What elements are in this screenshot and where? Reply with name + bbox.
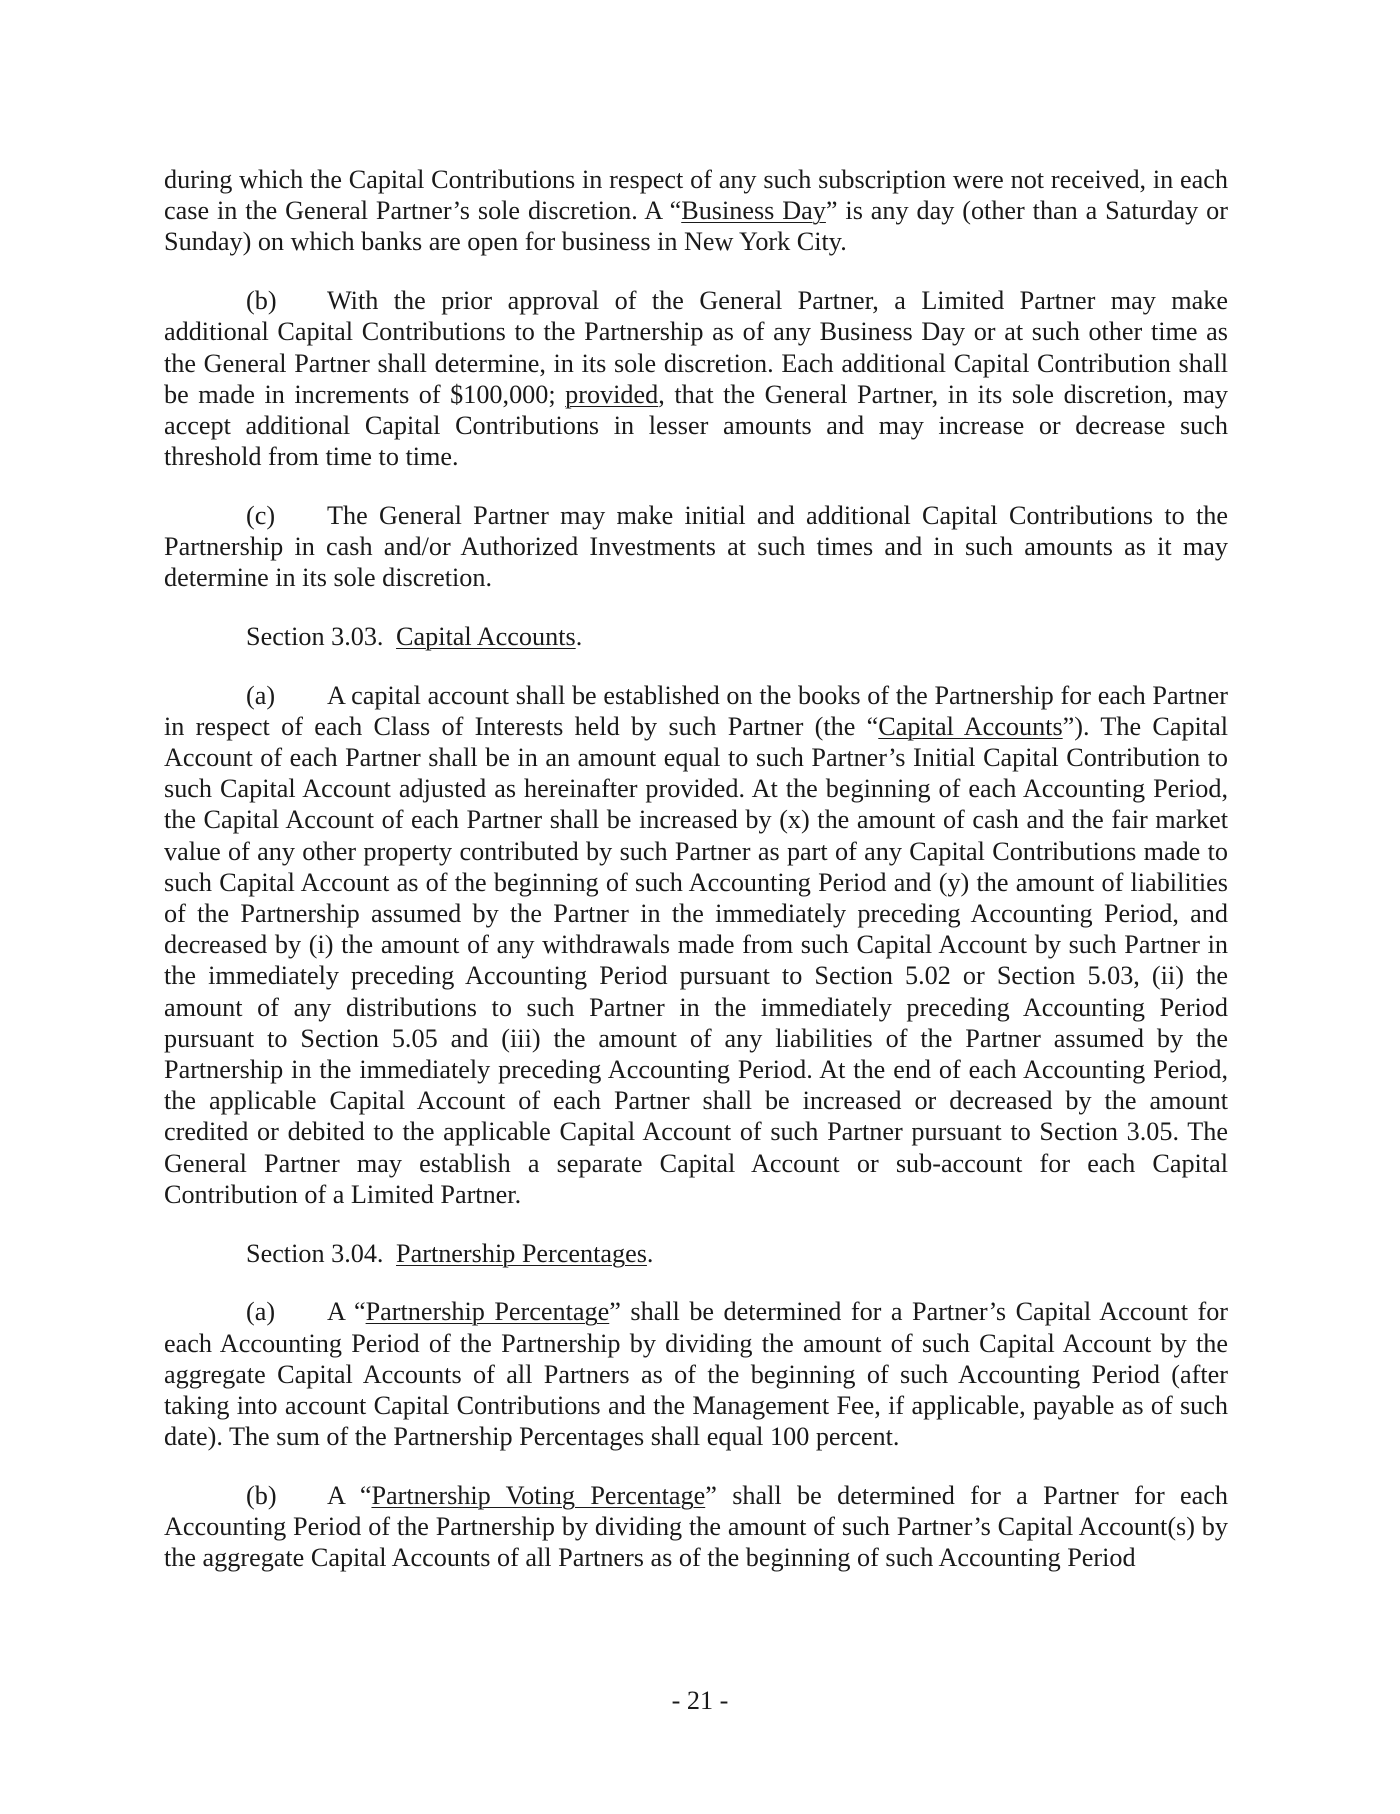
paragraph-text: A “ [327,1297,366,1327]
defined-term-capital-accounts: Capital Accounts [878,711,1063,741]
section-number: Section 3.03. [246,621,384,651]
paragraph-text: ”). The Capital Account of each Partner shall be in an amount equal to such Partner’s Initial Capital Contribution to such Capital Account adjusted as hereinafter provided. At the beginning of each Accounting Period, the Capital Account of each Partner shall be increased by (x) the amount of cash and the fair market value of any other property contributed by such Partner as part of any Capital Contributions made to such Capital Account as of the beginning of such Accounting Period and (y) the amount of liabilities of the Partnership assumed by the Partner in the immediately preceding Accounting Period, and decreased by (i) the amount of any withdrawals made from such Capital Account by such Partner in the immediately preceding Accounting Period pursuant to Section 5.02 or Section 5.03, (ii) the amount of any distributions to such Partner in the immediately preceding Accounting Period pursuant to Section 5.05 and (iii) the amount of any liabilities of the Partner assumed by the Partnership in the immediately preceding Accounting Period. At the end of each Accounting Period, the applicable Capital Account of each Partner shall be increased or decreased by the amount credited or debited to the applicable Capital Account of such Partner pursuant to Section 3.05. The General Partner may establish a separate Capital Account or sub-account for each Capital Contribution of a Limited Partner. [164,711,1228,1209]
paragraph-text: during which the Capital Contributions in respect of any such subscription were not received, in each case in the General Partner’s sole discretion. A “ [164,165,1228,226]
section-title: Capital Accounts [396,621,576,651]
paragraph-text: With the prior approval of the General Partner, a Limited Partner may make additional Capital Contributions to the Partnership as of any Business Day or at such other time as the General Partner shall determine, in its sole discretion. Each additional Capital Contribution shall be made in increments of $100,000; [164,286,1228,409]
paragraph-a-partnership-percentage [164,1296,1228,1452]
paragraph-label: (a) [246,680,276,710]
paragraph-label: (b) [246,286,277,316]
section-title-period: . [646,1238,654,1268]
defined-term-business-day: Business Day [681,196,826,226]
section-title: Partnership Percentages [396,1238,647,1268]
paragraph-b-additional-contributions [164,285,1228,472]
paragraph-text: ” shall be determined for a Partner for each Accounting Period of the Partnership by dividing the amount of such Partner’s Capital Account(s) by the aggregate Capital Accounts of all Partners as of the beginning of such Accounting Period [164,1480,1228,1573]
paragraph-text: ” shall be determined for a Partner’s Capital Account for each Accounting Period of the Partnership by dividing the amount of such Capital Account by the aggregate Capital Accounts of all Partners as of the beginning of such Accounting Period (after taking into account Capital Contributions and the Management Fee, if applicable, payable as of such date). The sum of the Partnership Percentages shall equal 100 percent. [164,1297,1229,1452]
section-heading-3-03 [164,621,1228,652]
section-heading-3-04 [164,1238,1228,1269]
paragraph-continuation [164,164,1228,258]
section-title-period: . [575,621,583,651]
section-number: Section 3.04. [246,1238,384,1268]
paragraph-text: A capital account shall be established on the books of the Partnership for each Partner in respect of each Class of Interests held by such Partner (the “ [164,680,1228,741]
document-body [164,164,1228,1601]
defined-term-partnership-percentage: Partnership Percentage [365,1297,610,1327]
defined-term-partnership-voting-percentage: Partnership Voting Percentage [371,1480,706,1510]
paragraph-label: (b) [246,1480,277,1510]
paragraph-text: A “ [327,1480,372,1510]
paragraph-text: ” is any day (other than a Saturday or Sunday) on which banks are open for business in New York City. [164,196,1228,257]
paragraph-b-partnership-voting-percentage [164,1480,1228,1574]
paragraph-c-general-partner-contributions [164,500,1228,594]
defined-term-provided: provided [565,379,659,409]
paragraph-text: , that the General Partner, in its sole discretion, may accept additional Capital Contributions in lesser amounts and may increase or decrease such threshold from time to time. [164,379,1228,472]
paragraph-label: (c) [246,500,276,530]
paragraph-text: The General Partner may make initial and additional Capital Contributions to the Partnership in cash and/or Authorized Investments at such times and in such amounts as it may determine in its sole discretion. [164,500,1228,593]
paragraph-a-capital-accounts [164,680,1228,1210]
page-number: - 21 - [671,1686,729,1715]
paragraph-label: (a) [246,1297,276,1327]
